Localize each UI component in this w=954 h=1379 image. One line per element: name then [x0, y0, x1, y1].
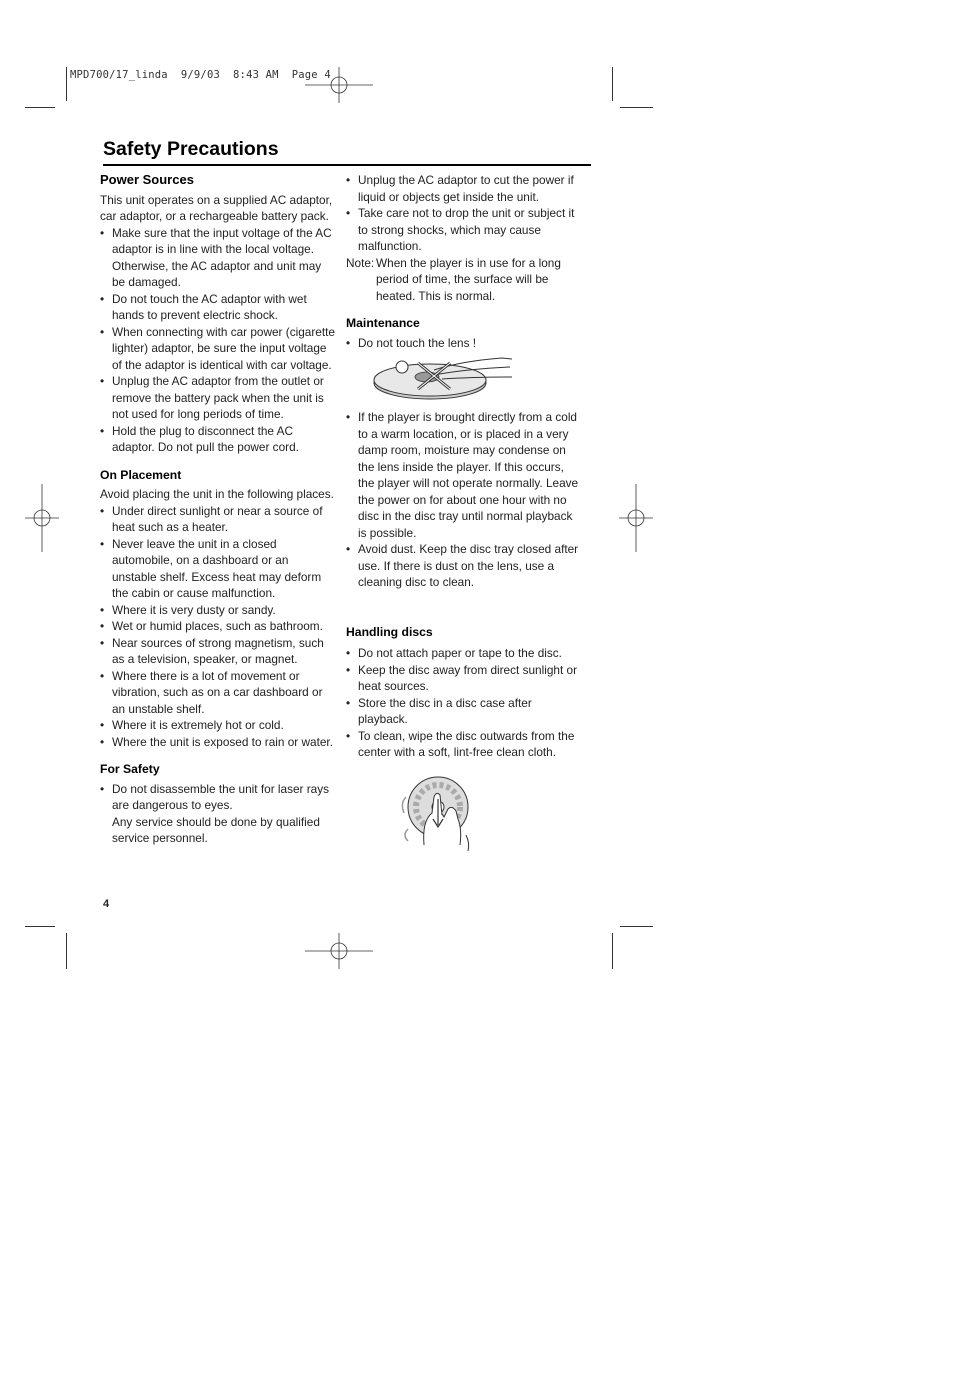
list-item: • Keep the disc away from direct sunlight or heat sources. [346, 662, 581, 695]
list-item: • Store the disc in a disc case after playback. [346, 695, 581, 728]
list-item: • Under direct sunlight or near a source of heat such as a heater. [100, 503, 335, 536]
left-column [100, 172, 335, 847]
crop-mark [66, 933, 67, 969]
lens-illustration [372, 355, 522, 403]
list-item: • When connecting with car power (cigarette lighter) adaptor, be sure the input voltage of the adaptor is identical with car voltage. [100, 324, 335, 374]
note [346, 255, 581, 305]
crop-mark [25, 107, 55, 108]
placement-list [100, 503, 335, 751]
safety-extra: Any service should be done by qualified service personnel. [112, 814, 320, 845]
list-item: • Where it is very dusty or sandy. [100, 602, 335, 619]
list-item: • Avoid dust. Keep the disc tray closed after use. If there is dust on the lens, use a cleaning disc to clean. [346, 541, 581, 591]
list-item: • Wet or humid places, such as bathroom. [100, 618, 335, 635]
placement-intro: Avoid placing the unit in the following places. [100, 487, 334, 501]
list-item: • Make sure that the input voltage of the AC adaptor is in line with the local voltage. Otherwise, the AC adaptor and unit may be damaged. [100, 225, 335, 291]
section-heading-safety: For Safety [100, 762, 160, 776]
maintenance-list [346, 409, 581, 591]
print-slug: MPD700/17_linda 9/9/03 8:43 AM Page 4 [70, 69, 331, 81]
list-item: • Where it is extremely hot or cold. [100, 717, 335, 734]
crop-mark [25, 926, 55, 927]
list-item: • Near sources of strong magnetism, such as a television, speaker, or magnet. [100, 635, 335, 668]
list-item: • To clean, wipe the disc outwards from the center with a soft, lint-free clean cloth. [346, 728, 581, 761]
list-item: • Do not touch the AC adaptor with wet hands to prevent electric shock. [100, 291, 335, 324]
section-heading-power: Power Sources [100, 172, 194, 187]
registration-mark-bottom [305, 933, 373, 969]
list-item: • Unplug the AC adaptor from the outlet or remove the battery pack when the unit is not used for long periods of time. [100, 373, 335, 423]
page-number: 4 [103, 898, 110, 910]
power-list [100, 225, 335, 456]
section-heading-maintenance: Maintenance [346, 316, 420, 330]
section-heading-placement: On Placement [100, 467, 182, 482]
list-item: • Do not disassemble the unit for laser rays are dangerous to eyes. [100, 781, 335, 814]
list-item: • Take care not to drop the unit or subject it to strong shocks, which may cause malfunction. [346, 205, 581, 255]
list-item: • Never leave the unit in a closed automobile, on a dashboard or an unstable shelf. Excess heat may deform the cabin or cause malfunction. [100, 536, 335, 602]
discs-list [346, 645, 581, 761]
power-continued-list [346, 172, 581, 255]
list-item: • Where the unit is exposed to rain or water. [100, 734, 335, 751]
disc-cleaning-illustration [398, 769, 478, 855]
note-label: Note: [346, 255, 375, 270]
power-intro: This unit operates on a supplied AC adaptor, car adaptor, or a rechargeable battery pack. [100, 192, 333, 223]
list-item: • Unplug the AC adaptor to cut the power if liquid or objects get inside the unit. [346, 172, 581, 205]
list-item: • Do not touch the lens ! [346, 335, 581, 352]
crop-mark [66, 67, 67, 101]
crop-mark [612, 933, 613, 969]
section-heading-discs: Handling discs [346, 624, 433, 639]
list-item: • Where there is a lot of movement or vibration, such as on a car dashboard or an unstable shelf. [100, 668, 335, 718]
title-rule [103, 164, 591, 166]
list-item: • If the player is brought directly from a cold to a warm location, or is placed in a very damp room, moisture may condense on the lens inside the player. If this occurs, the player will not operate normally. Leave the power on for about one hour with no disc in the disc tray until normal playback is possible. [346, 409, 581, 541]
list-item: • Hold the plug to disconnect the AC adaptor. Do not pull the power cord. [100, 423, 335, 456]
registration-mark-top [305, 67, 373, 103]
list-item: • Do not attach paper or tape to the disc. [346, 645, 581, 662]
crop-mark [620, 107, 653, 108]
crop-mark [612, 67, 613, 101]
crop-mark [620, 926, 653, 927]
note-text: When the player is in use for a long period of time, the surface will be heated. This is normal. [376, 255, 561, 303]
right-column [346, 172, 581, 855]
maintenance-list-lens [346, 335, 581, 352]
safety-list [100, 781, 335, 814]
page-title: Safety Precautions [103, 138, 279, 160]
registration-mark-right [619, 484, 653, 552]
registration-mark-left [25, 484, 59, 552]
